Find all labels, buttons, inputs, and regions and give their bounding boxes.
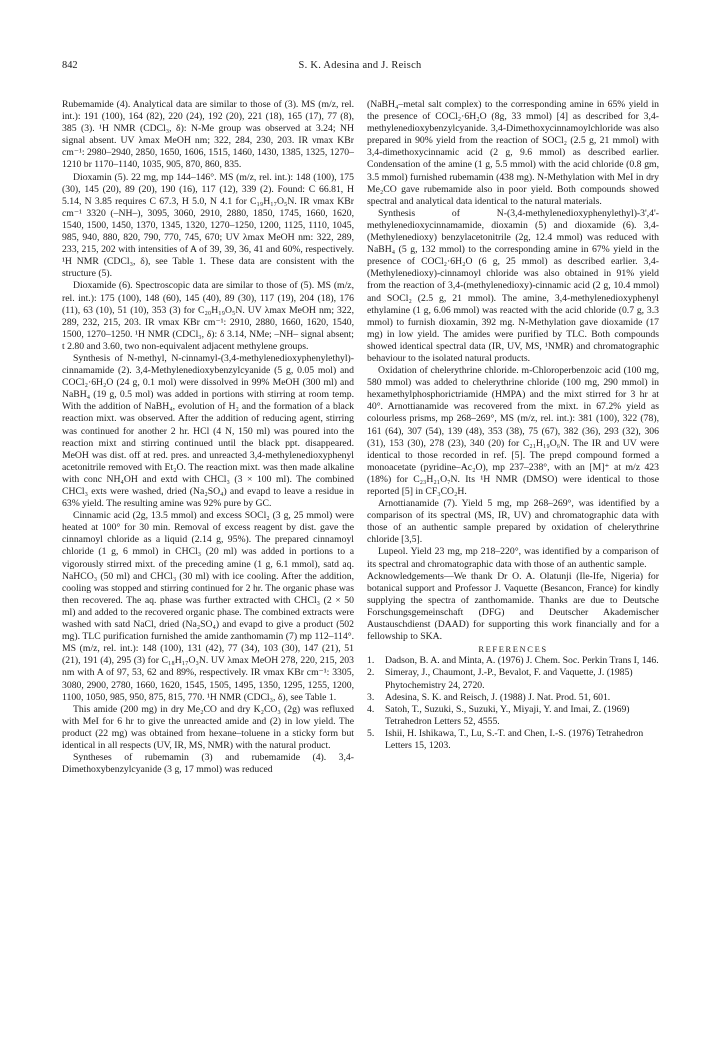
reference-item: [367, 704, 659, 728]
reference-text: Satoh, T., Suzuki, S., Suzuki, Y., Miyaji, Y. and Imai, Z. (1969) Tetrahedron Letters 52, 4555.: [385, 703, 630, 727]
paragraph: Synthesis of N-(3,4-methylenedioxyphenylethyl)-3',4'-methylenedioxycinnamamide, dioxamin (5) and dioxamide (6). 3,4-(Methylenedioxy) benzylacetonitrile (2g, 12.4 mmol) was reduced with NaBH₄ (5 g, 132 mmol) to the corresponding amine in 67% yield in the presence of COCl₂·6H₂O (6 g, 25 mmol) as described earlier. 3,4-(Methylenedioxy)-cinnamoyl chloride was also obtained in 91% yield from the reaction of 3,4-(methylenedioxy)-cinnamic acid (2 g, 10.4 mmol) and SOCl₂ (2.5 g, 21 mmol). The amine, 3,4-methylenedioxyphenyl ethylamine (1 g, 6.06 mmol) was reacted with the acid chloride (0.7 g, 3.3 mmol) to furnish dioxamin, 392 mg. N-Methylation gave dioxamide (17 mg) in low yield. The amides were purified by TLC. Both compounds showed identical spectral data (IR, UV, MS, ¹NMR) and chromatographic behaviour to the isolated natural products.: [367, 207, 659, 364]
paragraph: This amide (200 mg) in dry Me₂CO and dry K₂CO₃ (2g) was refluxed with MeI for 6 hr to give the unreacted amide and (2) in low yield. The product (22 mg) was obtained from hexane–toluene in a sticky form but identical in all respects (UV, IR, MS, NMR) with the natural product.: [62, 703, 354, 751]
paragraph: Lupeol. Yield 23 mg, mp 218–220°, was identified by a comparison of its spectral and chromatographic data with those of an authentic sample.: [367, 546, 659, 570]
page-number: 842: [62, 60, 78, 71]
paragraph: Dioxamide (6). Spectroscopic data are similar to those of (5). MS (m/z, rel. int.): 175 (100), 148 (60), 145 (40), 89 (30), 117 (19), 204 (18), 176 (11), 63 (10), 51 (10), 353 (3) for C₂₀H₁₉O₅N. UV λmax MeOH nm; 322, 289, 232, 215, 203. IR νmax KBr cm⁻¹: 2910, 2880, 1660, 1620, 1540, 1500, 1270–1250. ¹H NMR (CDCl₃, δ): δ 3.14, NMe; –NH– signal absent; t 2.80 and 3.60, two non-equivalent adjacent methylene groups.: [62, 280, 354, 352]
reference-item: [367, 728, 659, 752]
reference-text: Ishii, H. Ishikawa, T., Lu, S.-T. and Chen, I.-S. (1976) Tetrahedron Letters 15, 1203.: [385, 727, 644, 751]
reference-list: [367, 655, 659, 752]
reference-item: [367, 692, 659, 704]
right-column: [367, 99, 659, 752]
reference-text: Simeray, J., Chaumont, J.-P., Bevalot, F. and Vaquette, J. (1985) Phytochemistry 24, 2720.: [385, 667, 633, 691]
page-header: [62, 60, 658, 76]
running-head: S. K. Adesina and J. Reisch: [298, 60, 422, 71]
paragraph: Oxidation of chelerythrine chloride. m-Chloroperbenzoic acid (100 mg, 580 mmol) was added to chelerythrine chloride (100 mg, 290 mmol) in hexamethylphosphorictriamide (HMPA) and the mixt stirred for 3 hr at 40°. Arnottianamide was recovered from the mixt. in 67.2% yield as colourless prisms, mp 268–269°, MS (m/z, rel. int.): 381 (100), 322 (78), 161 (64), 307 (54), 139 (48), 353 (38), 75 (67), 382 (36), 293 (32), 306 (31), 153 (30), 278 (23), 340 (20) for C₂₁H₁₉O₆N. The IR and UV were identical to those recorded in ref. [5]. The prepd compound formed a monoacetate (pyridine–Ac₂O), mp 237–238°, with an [M]⁺ at m/z 423 (18%) for C₂₃H₂₁O₇N. Its ¹H NMR (DMSO) were identical to those reported [5] in CF₃CO₂H.: [367, 365, 659, 497]
reference-text: Adesina, S. K. and Reisch, J. (1988) J. Nat. Prod. 51, 601.: [385, 691, 611, 703]
paragraph: Rubemamide (4). Analytical data are similar to those of (3). MS (m/z, rel. int.): 191 (100), 164 (82), 220 (24), 192 (20), 221 (18), 165 (17), 77 (8), 385 (3). ¹H NMR (CDCl₃, δ): N-Me group was observed at 3.24; NH signal absent. UV λmax MeOH nm; 322, 284, 230, 203. IR νmax KBr cm⁻¹: 2980–2940, 2850, 1650, 1606, 1515, 1460, 1430, 1385, 1325, 1270–1210 br 1170–1140, 1035, 905, 870, 860, 835.: [62, 99, 354, 171]
paragraph: Arnottianamide (7). Yield 5 mg, mp 268–269°, was identified by a comparison of its spectral (MS, IR, UV) and chromatographic data with those of an authentic sample prepared by oxidation of chelerythrine chloride [3,5].: [367, 498, 659, 546]
paragraph: Syntheses of rubemamin (3) and rubemamide (4). 3,4-Dimethoxybenzylcyanide (3 g, 17 mmol) was reduced: [62, 752, 354, 776]
paragraph: Dioxamin (5). 22 mg, mp 144–146°. MS (m/z, rel. int.): 148 (100), 175 (30), 145 (20), 89 (20), 190 (16), 117 (12), 339 (2). Found: C 66.81, H 5.14, N 3.85 requires C 67.3, H 5.0, N 4.1 for C₁₉H₁₇O₅N. IR νmax KBr cm⁻¹ 3320 (–NH–), 3095, 3060, 2910, 2880, 1850, 1745, 1660, 1620, 1540, 1500, 1450, 1370, 1345, 1320, 1270–1250, 1200, 1125, 1110, 1045, 985, 940, 880, 820, 790, 770, 745, 670; UV λmax MeOH nm: 322, 289, 233, 215, 202 with intensities of A of 39, 39, 36, 41 and 60%, respectively. ¹H NMR (CDCl₃, δ), see Table 1. These data are consistent with the structure (5).: [62, 171, 354, 280]
reference-number: 5.: [367, 727, 375, 739]
left-column: [62, 99, 354, 776]
reference-number: 2.: [367, 667, 375, 679]
references-title: REFERENCES: [478, 644, 548, 655]
paragraph: Synthesis of N-methyl, N-cinnamyl-(3,4-methylenedioxyphenylethyl)-cinnamamide (2). 3,4-Methylenedioxybenzylcyanide (5 g, 0.05 mol) and COCl₂·6H₂O (24 g, 0.1 mol) were dissolved in 99% MeOH (300 ml) and NaBH₄ (19 g, 0.5 mol) was added in portions with stirring at room temp. With the addition of NaBH₄, evolution of H₂ and the formation of a black reaction mixt. was observed. After the addition of reducing agent, stirring was continued for another 2 hr. HCl (4 N, 150 ml) was poured into the reaction mixt and stirring continued until the black ppt. disappeared. MeOH was dist. off at red. pres. and unreacted 3,4-methylenedioxyphenyl acetonitrile removed with Et₂O. The reaction mixt. was then made alkaline with conc NH₄OH and extd with CHCl₃ (3 × 100 ml). The combined CHCl₃ exts were washed, dried (Na₂SO₄) and evapd to leave a residue in 63% yield. The resulting amine was 92% pure by GC.: [62, 352, 354, 510]
paragraph: (NaBH₄–metal salt complex) to the corresponding amine in 65% yield in the presence of COCl₂·6H₂O (8g, 33 mmol) [4] as described for 3,4-methylenedioxybenzylcyanide. 3,4-Dimethoxycinnamoylchloride was also prepared in 90% yield from the reaction of SOCl₂ (2.5 g, 21 mmol) with 3,4-dimethoxycinnamic acid (2 g, 9.6 mmol) as described earlier. Condensation of the amine (1 g, 5.5 mmol) with the acid chloride (0.8 gm, 3.5 mmol) furnished rubemamin (438 mg). N-Methylation with MeI in dry Me₂CO gave rubemamide also in poor yield. Both compounds showed spectral and analytical data identical to the natural materials.: [367, 99, 659, 207]
reference-text: Dadson, B. A. and Minta, A. (1976) J. Chem. Soc. Perkin Trans I, 146.: [385, 655, 659, 667]
acknowledgements: Acknowledgements—We thank Dr O. A. Olatunji (Ile-Ife, Nigeria) for botanical support and Professor J. Vaquette (Besancon, France) for kindly supplying the spectra of zanthomamide. Thanks are due to Deutsche Forschungsgemeinschaft (DFG) and Deutscher Akademischer Austauschdienst (DAAD) for supporting this work financially and for a fellowship to SKA.: [367, 570, 659, 643]
reference-item: [367, 667, 659, 691]
reference-number: 3.: [367, 691, 375, 703]
reference-item: [367, 655, 659, 667]
reference-number: 1.: [367, 655, 375, 667]
reference-number: 4.: [367, 703, 375, 715]
paragraph: Cinnamic acid (2g, 13.5 mmol) and excess SOCl₂ (3 g, 25 mmol) were heated at 100° for 30 min. Removal of excess reagent by dist. gave the cinnamoyl chloride as a liquid (2.14 g, 95%). The prepared cinnamoyl chloride (1 g, 6 mmol) in CHCl₃ (20 ml) was added in portions to a vigorously stirred mixt. of the preceding amine (1 g, 6.1 mmol), satd aq. NaHCO₃ (50 ml) and CHCl₃ (30 ml) with ice cooling. After the addition, cooling was stopped and stirring continued for 2 hr. The organic phase was then recovered. The aq. phase was further extracted with CHCl₃ (2 × 50 ml) and added to the recovered organic phase. The combined extracts were washed with satd NaCl, dried (Na₂SO₄) and evapd to give a product (502 mg). TLC purification furnished the amide zanthomamin (7) mp 112–114°. MS (m/z, rel. int.): 148 (100), 131 (42), 77 (34), 103 (30), 147 (21), 51 (21), 191 (4), 295 (3) for C₁₈H₁₇O₃N. UV λmax MeOH 278, 220, 215, 203 nm with A of 97, 53, 62 and 89%, respectively. IR νmax KBr cm⁻¹: 3305, 3080, 2900, 2780, 1660, 1620, 1545, 1505, 1495, 1350, 1295, 1255, 1200, 1100, 1050, 985, 950, 875, 815, 770. ¹H NMR (CDCl₃, δ), see Table 1.: [62, 510, 354, 703]
